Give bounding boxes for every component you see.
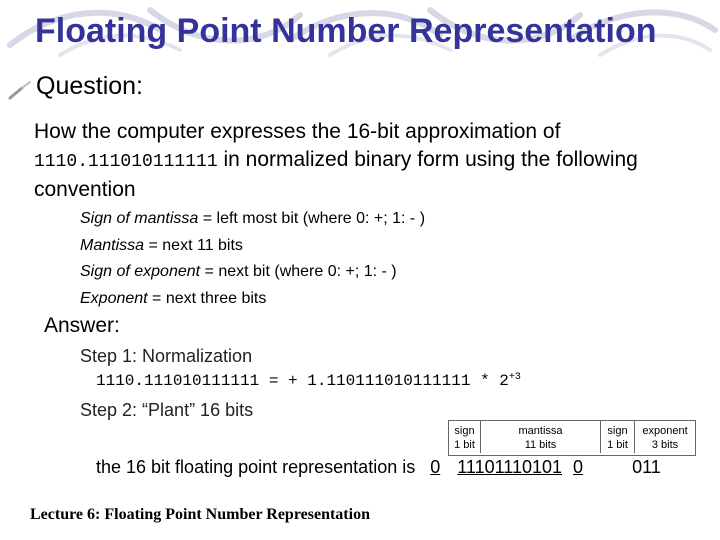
result-exponent: 011 [632, 457, 661, 477]
result-text: the 16 bit floating point representation is [96, 457, 416, 477]
convention-item: Sign of exponent = next bit (where 0: +; 1: - ) [80, 263, 397, 280]
convention-item: Sign of mantissa = left most bit (where 0: +; 1: - ) [80, 210, 426, 227]
normalization-expression [96, 372, 521, 390]
convention-item: Exponent = next three bits [80, 289, 267, 307]
convention-item: Mantissa = next 11 bits [80, 236, 243, 254]
question-text-part2: in normalized binary form using the following convention [34, 148, 638, 201]
field-mantissa: mantissa 11 bits [481, 421, 601, 453]
step1-label: Step 1: Normalization [80, 346, 253, 366]
question-number: 1110.111010111111 [34, 152, 218, 172]
slide-title: Floating Point Number Representation [35, 12, 657, 50]
question-text [34, 118, 674, 204]
question-heading: Question: [36, 72, 144, 100]
normalization-exponent: +3 [508, 372, 521, 383]
bit-field-table [448, 420, 696, 456]
result-mantissa: 11101110101 [457, 457, 563, 477]
convention-list [80, 206, 425, 312]
footer-caption: Lecture 6: Floating Point Number Representation [30, 506, 370, 523]
pen-bullet-icon [8, 80, 36, 100]
field-exponent-sign: sign 1 bit [601, 421, 635, 453]
answer-heading: Answer: [44, 314, 120, 337]
result-line [96, 457, 661, 478]
result-sign: 0 [430, 457, 441, 477]
field-exponent: exponent 3 bits [642, 425, 688, 451]
field-sign: sign 1 bit [449, 421, 481, 453]
question-text-part1: How the computer expresses the 16-bit approximation of [34, 120, 561, 143]
normalization-expr: 1110.111010111111 = + 1.110111010111111 * 2 [96, 372, 509, 390]
step2-label: Step 2: “Plant” 16 bits [80, 400, 254, 420]
result-exponent-sign: 0 [573, 457, 584, 477]
